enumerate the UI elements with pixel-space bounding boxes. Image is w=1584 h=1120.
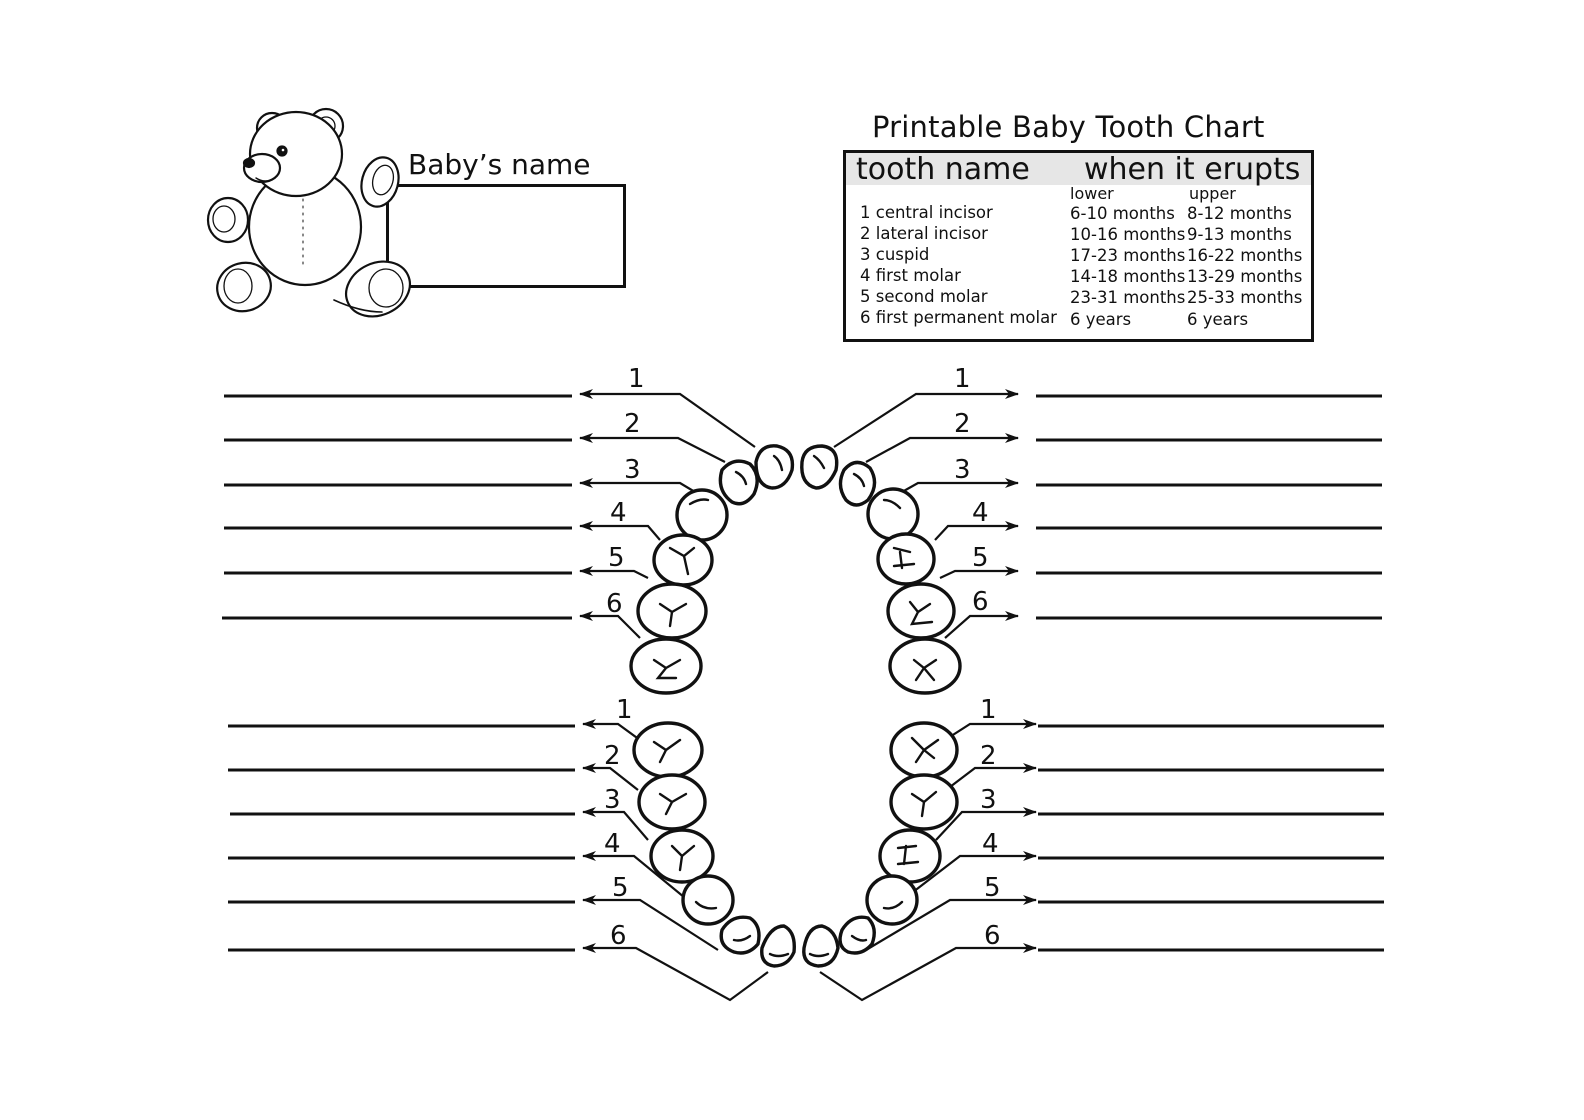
upper-erupt-1: 8-12 months: [1187, 204, 1292, 223]
lower-right-number-4: 4: [982, 829, 999, 859]
lower-right-number-1: 1: [980, 695, 997, 725]
lower-left-number-2: 2: [604, 741, 621, 771]
tooth-name-5: 5 second molar: [860, 287, 988, 306]
upper-right-number-3: 3: [954, 455, 971, 485]
upper-left-number-1: 1: [628, 364, 645, 394]
upper-left-number-3: 3: [624, 455, 641, 485]
lower-right-number-6: 6: [984, 921, 1001, 951]
header-when-erupts: when it erupts: [1084, 152, 1301, 187]
baby-name-label: Baby’s name: [408, 148, 591, 181]
upper-left-number-5: 5: [608, 543, 625, 573]
lower-erupt-4: 14-18 months: [1070, 267, 1186, 286]
lower-right-number-3: 3: [980, 785, 997, 815]
upper-right-number-5: 5: [972, 543, 989, 573]
lower-left-number-3: 3: [604, 785, 621, 815]
upper-right-number-4: 4: [972, 498, 989, 528]
tooth-name-1: 1 central incisor: [860, 203, 993, 222]
lower-left-number-1: 1: [616, 695, 633, 725]
upper-erupt-3: 16-22 months: [1187, 246, 1303, 265]
lower-right-number-5: 5: [984, 873, 1001, 903]
tooth-icon: [631, 446, 960, 966]
upper-right-number-1: 1: [954, 364, 971, 394]
header-tooth-name: tooth name: [856, 152, 1030, 187]
tooth-name-3: 3 cuspid: [860, 245, 930, 264]
tooth-name-4: 4 first molar: [860, 266, 961, 285]
upper-right-number-2: 2: [954, 409, 971, 439]
subheader-lower: lower: [1070, 184, 1114, 203]
upper-left-number-4: 4: [610, 498, 627, 528]
lower-left-number-4: 4: [604, 829, 621, 859]
tooth-name-6: 6 first permanent molar: [860, 308, 1057, 327]
upper-erupt-4: 13-29 months: [1187, 267, 1303, 286]
lower-left-number-6: 6: [610, 921, 627, 951]
lower-erupt-6: 6 years: [1070, 310, 1132, 329]
upper-erupt-6: 6 years: [1187, 310, 1249, 329]
subheader-upper: upper: [1189, 184, 1236, 203]
chart-title: Printable Baby Tooth Chart: [872, 110, 1265, 144]
lower-left-number-5: 5: [612, 873, 629, 903]
upper-right-number-6: 6: [972, 587, 989, 617]
upper-erupt-2: 9-13 months: [1187, 225, 1292, 244]
lower-erupt-2: 10-16 months: [1070, 225, 1186, 244]
upper-left-number-6: 6: [606, 589, 623, 619]
lower-erupt-3: 17-23 months: [1070, 246, 1186, 265]
lower-right-number-2: 2: [980, 741, 997, 771]
tooth-name-2: 2 lateral incisor: [860, 224, 988, 243]
upper-left-number-2: 2: [624, 409, 641, 439]
lower-erupt-1: 6-10 months: [1070, 204, 1175, 223]
lower-erupt-5: 23-31 months: [1070, 288, 1186, 307]
teddy-bear-icon: [208, 109, 419, 327]
upper-erupt-5: 25-33 months: [1187, 288, 1303, 307]
